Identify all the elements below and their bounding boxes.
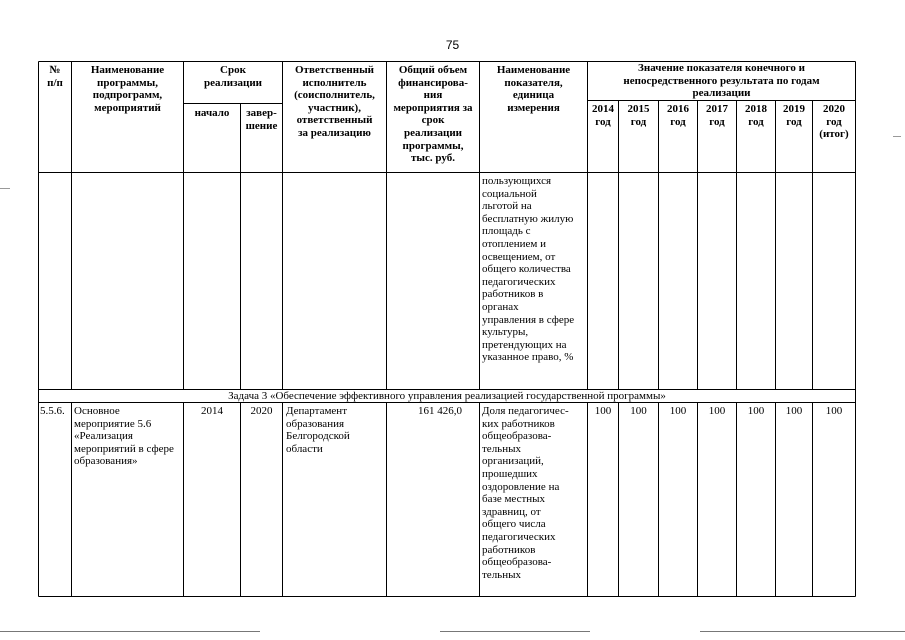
row-556-value-2018: 100 [747,405,765,417]
header-values: Значение показателя конечного и непосредственного результата по годам реализации [623,62,820,100]
row-556-end: 2020 [250,405,273,417]
row-556-indicator: Доля педагогичес- ких работников общеобразова- тельных организаций, прошедших оздоровление на базе местных здравниц, от общего числа педагогических работников общеобразова- тельных [482,405,569,581]
row-556-num: 5.5.6. [40,405,65,417]
row-556-value-2019: 100 [785,405,803,417]
header-start: начало [194,107,230,119]
header-end: завер- шение [245,107,278,132]
header-year-2015: 2015 год [627,103,650,128]
scan-line [700,631,905,632]
row-556-value-2020: 100 [825,405,843,417]
header-year-2016: 2016 год [667,103,689,128]
header-finance: Общий объем финансирова- ния мероприятия за срок реализации программы, тыс. руб. [393,64,473,165]
header-name: Наименование программы, подпрограмм, мероприятий [90,64,165,114]
header-year-2017: 2017 год [706,103,728,128]
row-556-value-2014: 100 [594,405,612,417]
row-556-finance: 161 426,0 [418,405,462,417]
row-556-name: Основное мероприятие 5.6 «Реализация мероприятий в сфере образования» [74,405,174,468]
header-year-2020: 2020 год (итог) [819,103,849,141]
row-556-executor: Департамент образования Белгородской области [286,405,350,455]
header-indicator: Наименование показателя, единица измерения [496,64,571,114]
row-556-value-2015: 100 [630,405,647,417]
row-556-start: 2014 [201,405,223,417]
continuation-indicator: пользующихся социальной льготой на бесплатную жилую площадь с отоплением и освещением, от общего количества педагогических работников в органах управления в сфере культуры, претендующих на указанное право, % [482,175,575,364]
header-year-2018: 2018 год [745,103,767,128]
scan-line [0,631,260,632]
row-556-value-2016: 100 [669,405,687,417]
header-year-2019: 2019 год [783,103,805,128]
header-num: № п/п [47,64,63,89]
page-number: 75 [445,38,460,52]
task-row-title: Задача 3 «Обеспечение эффективного управления реализацией государственной программы» [228,390,666,402]
scan-line [440,631,590,632]
header-term: Срок реализации [203,64,263,89]
header-year-2014: 2014 год [592,103,614,128]
header-executor: Ответственный исполнитель (соисполнитель, участник), ответственный за реализацию [294,64,375,139]
row-556-value-2017: 100 [708,405,726,417]
